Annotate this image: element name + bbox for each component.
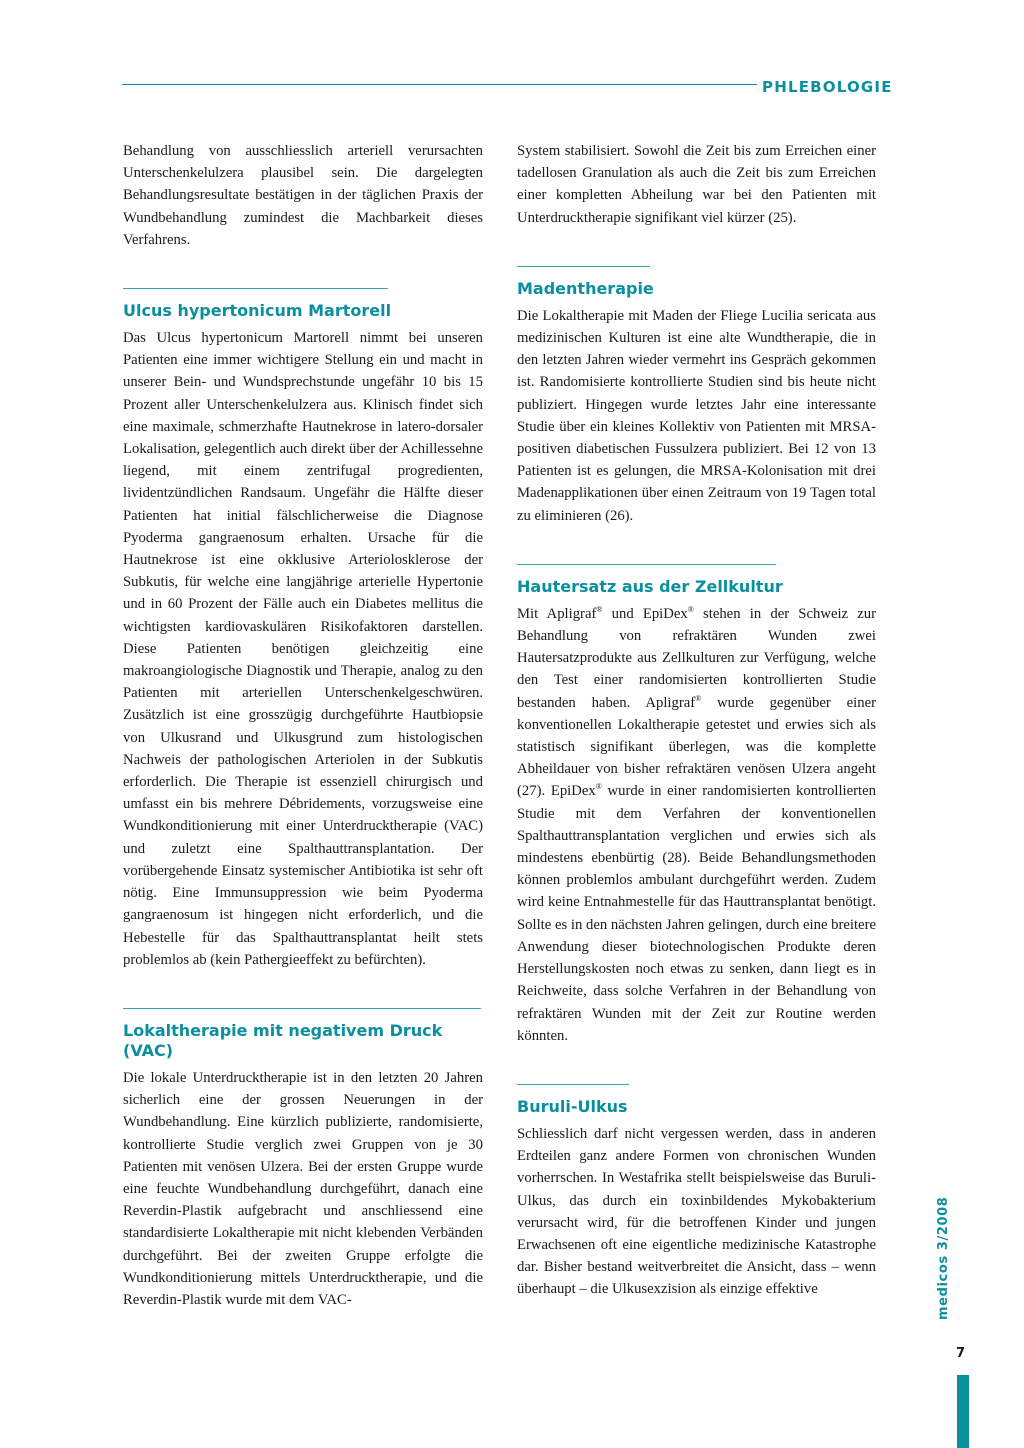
right-intro-paragraph: System stabilisiert. Sowohl die Zeit bis zum Erreichen einer tadellosen Granulation als auch die Zeit bis zum Erreichen einer kompletten Abheilung war bei den Patienten mit Unterdrucktherapie signifikant viel kürzer (25). [517, 143, 876, 226]
header-rule [122, 84, 757, 85]
page-number: 7 [956, 1346, 966, 1361]
registered-mark: ® [595, 782, 602, 792]
section-divider [123, 1008, 481, 1009]
paragraph-buruli: Schliesslich darf nicht vergessen werden, dass in anderen Erdteilen ganz andere Formen von chronischen Wunden vorherrschen. In Westafrika stellt beispielsweise das Buruli-Ulkus, das durch ein toxinbildendes Mykobakterium verursacht wird, für die betroffenen Kinder und jungen Erwachsenen oft eine eigentliche medizinische Katastrophe dar. Bisher bestand weitverbreitet die Ansicht, dass – wenn überhaupt – die Ulkusexzision als einzige effektive [517, 1125, 876, 1298]
paragraph-madentherapie: Die Lokaltherapie mit Maden der Fliege Lucilia sericata aus medizinischen Kulturen ist eine alte Wundtherapie, die in den letzten Jahren wieder vermehrt ins Gespräch gekommen ist. Randomisierte kontrollierte Studien sind bis heute nicht publiziert. Hingegen wurde letztes Jahr eine interessante Studie über ein kleines Kollektiv von Patienten mit MRSA-positiven diabetischen Fussulzera publiziert. Bei 12 von 13 Patienten ist es gelungen, die MRSA-Kolonisation mit drei Madenapplikationen über einen Zeitraum von 19 Tagen total zu eliminieren (26). [517, 307, 876, 524]
text-fragment: und EpiDex [602, 605, 688, 622]
heading-hautersatz: Hautersatz aus der Zellkultur [517, 576, 783, 596]
heading-madentherapie: Madentherapie [517, 278, 654, 298]
text-fragment: wurde in einer randomisierten kontrollierten Studie mit dem Verfahren der konventionellen Spalthauttransplantation verglichen und erwies sich als mindestens ebenbürtig (28). Beide Behandlungsmethoden können problemlos ambulant durchgeführt werden. Zudem wird keine Entnahmestelle für das Hauttransplantat benötigt. Sollte es in den nächsten Jahren gelingen, durch eine breitere Anwendung dieser biotechnologischen Produkte deren Herstellungskosten noch etwas zu senken, dann liegt es in Reichweite, dass solche Verfahren in der Behandlung von refraktären Wunden mit der Zeit zur Routine werden könnten. [517, 783, 876, 1044]
left-column [123, 140, 483, 1311]
registered-mark: ® [687, 604, 694, 614]
text-fragment: wurde gegenüber einer konventionellen Lokaltherapie getestet und erwies sich als statistisch signifikant überlegen, was die komplette Abheildauer von bisher refraktären venösen Ulzera angeht (27). EpiDex [517, 694, 876, 800]
paragraph-ulcus-martorell: Das Ulcus hypertonicum Martorell nimmt bei unseren Patienten eine immer wichtigere Stellung ein und macht in unserer Bein- und Wundsprechstunde ungefähr 10 bis 15 Prozent aller Unterschenkelulzera aus. Klinisch findet sich eine maximale, schmerzhafte Hautnekrose in latero-dorsaler Lokalisation, gelegentlich auch direkt über der Achillessehne liegend, mit einem zentrifugal progredienten, lividentzündlichen Randsaum. Ungefähr die Hälfte dieser Patienten hat initial fälschlicherweise die Diagnose Pyoderma gangraenosum erhalten. Ursache für die Hautnekrose ist eine okklusive Arteriolosklerose der Subkutis, für welche eine langjährige arterielle Hypertonie und in 60 Prozent der Fälle auch ein Diabetes mellitus die wichtigsten kardiovaskulären Risikofaktoren darstellen. Diese Patienten benötigen gleichzeitig eine makroangiologische Diagnostik und Therapie, analog zu den Patienten mit arteriellen Unterschenkelgeschwüren. Zusätzlich ist eine grosszügig durchgeführte Hautbiopsie von Ulkusrand und Ulkusgrund zum histologischen Nachweis der pathologischen Arteriolen in der Subkutis erforderlich. Die Therapie ist essenziell chirurgisch und umfasst ein bis mehrere Débridements, vorzugsweise eine Wundkonditionierung mit einer Unterdrucktherapie (VAC) und zuletzt eine Spalthauttransplantation. Der vorübergehende Einsatz systemischer Antibiotika ist sehr oft nötig. Eine Immunsuppression wie beim Pyoderma gangraenosum ist hingegen nicht erforderlich, und die Hebestelle für das Spalthauttransplantat heilt stets problemlos ab (kein Pathergieeffekt zu befürchten). [123, 330, 483, 968]
registered-mark: ® [596, 604, 603, 614]
registered-mark: ® [695, 693, 702, 703]
heading-vac: Lokaltherapie mit negativem Druck (VAC) [123, 1020, 443, 1060]
text-fragment: stehen in der Schweiz zur Behandlung von refraktären Wunden zwei Hautersatzprodukte aus Zellkulturen zur Verfügung, welche den Test einer randomisierten kontrollierten Studie bestanden haben. Apligraf [517, 605, 877, 711]
heading-ulcus-martorell: Ulcus hypertonicum Martorell [123, 301, 392, 321]
paragraph-hautersatz [517, 603, 876, 1047]
right-column [517, 140, 876, 1301]
section-divider [123, 288, 388, 289]
heading-buruli: Buruli-Ulkus [517, 1096, 628, 1116]
side-accent-bar [957, 1375, 969, 1448]
section-divider [517, 564, 776, 565]
section-divider [517, 266, 650, 267]
journal-issue-label [936, 1196, 956, 1320]
section-label: PHLEBOLOGIE [762, 78, 893, 96]
left-intro-paragraph: Behandlung von ausschliesslich arteriell verursachten Unterschenkelulzera plausibel sein. Die dargelegten Behandlungsresultate bestätigen in der täglichen Praxis der Wundbehandlung zumindest die Machbarkeit dieses Verfahrens. [123, 143, 483, 248]
paragraph-vac: Die lokale Unterdrucktherapie ist in den letzten 20 Jahren sicherlich eine der grossen Neuerungen in der Wundbehandlung. Eine kürzlich publizierte, randomisierte, kontrollierte Studie verglich zwei Gruppen von je 30 Patienten mit venösen Ulzera. Bei der ersten Gruppe wurde eine feuchte Wundbehandlung durchgeführt, danach eine Reverdin-Plastik aufgebracht und anschliessend eine standardisierte Lokaltherapie mit nicht klebenden Verbänden durchgeführt. Bei der zweiten Gruppe erfolgte die Wundkonditionierung mittels Unterdrucktherapie, und die Reverdin-Plastik wurde mit dem VAC- [123, 1069, 483, 1308]
journal-issue-text: medicos 3/2008 [936, 1196, 951, 1320]
text-fragment: Mit Apligraf [517, 605, 597, 622]
section-divider [517, 1084, 629, 1085]
